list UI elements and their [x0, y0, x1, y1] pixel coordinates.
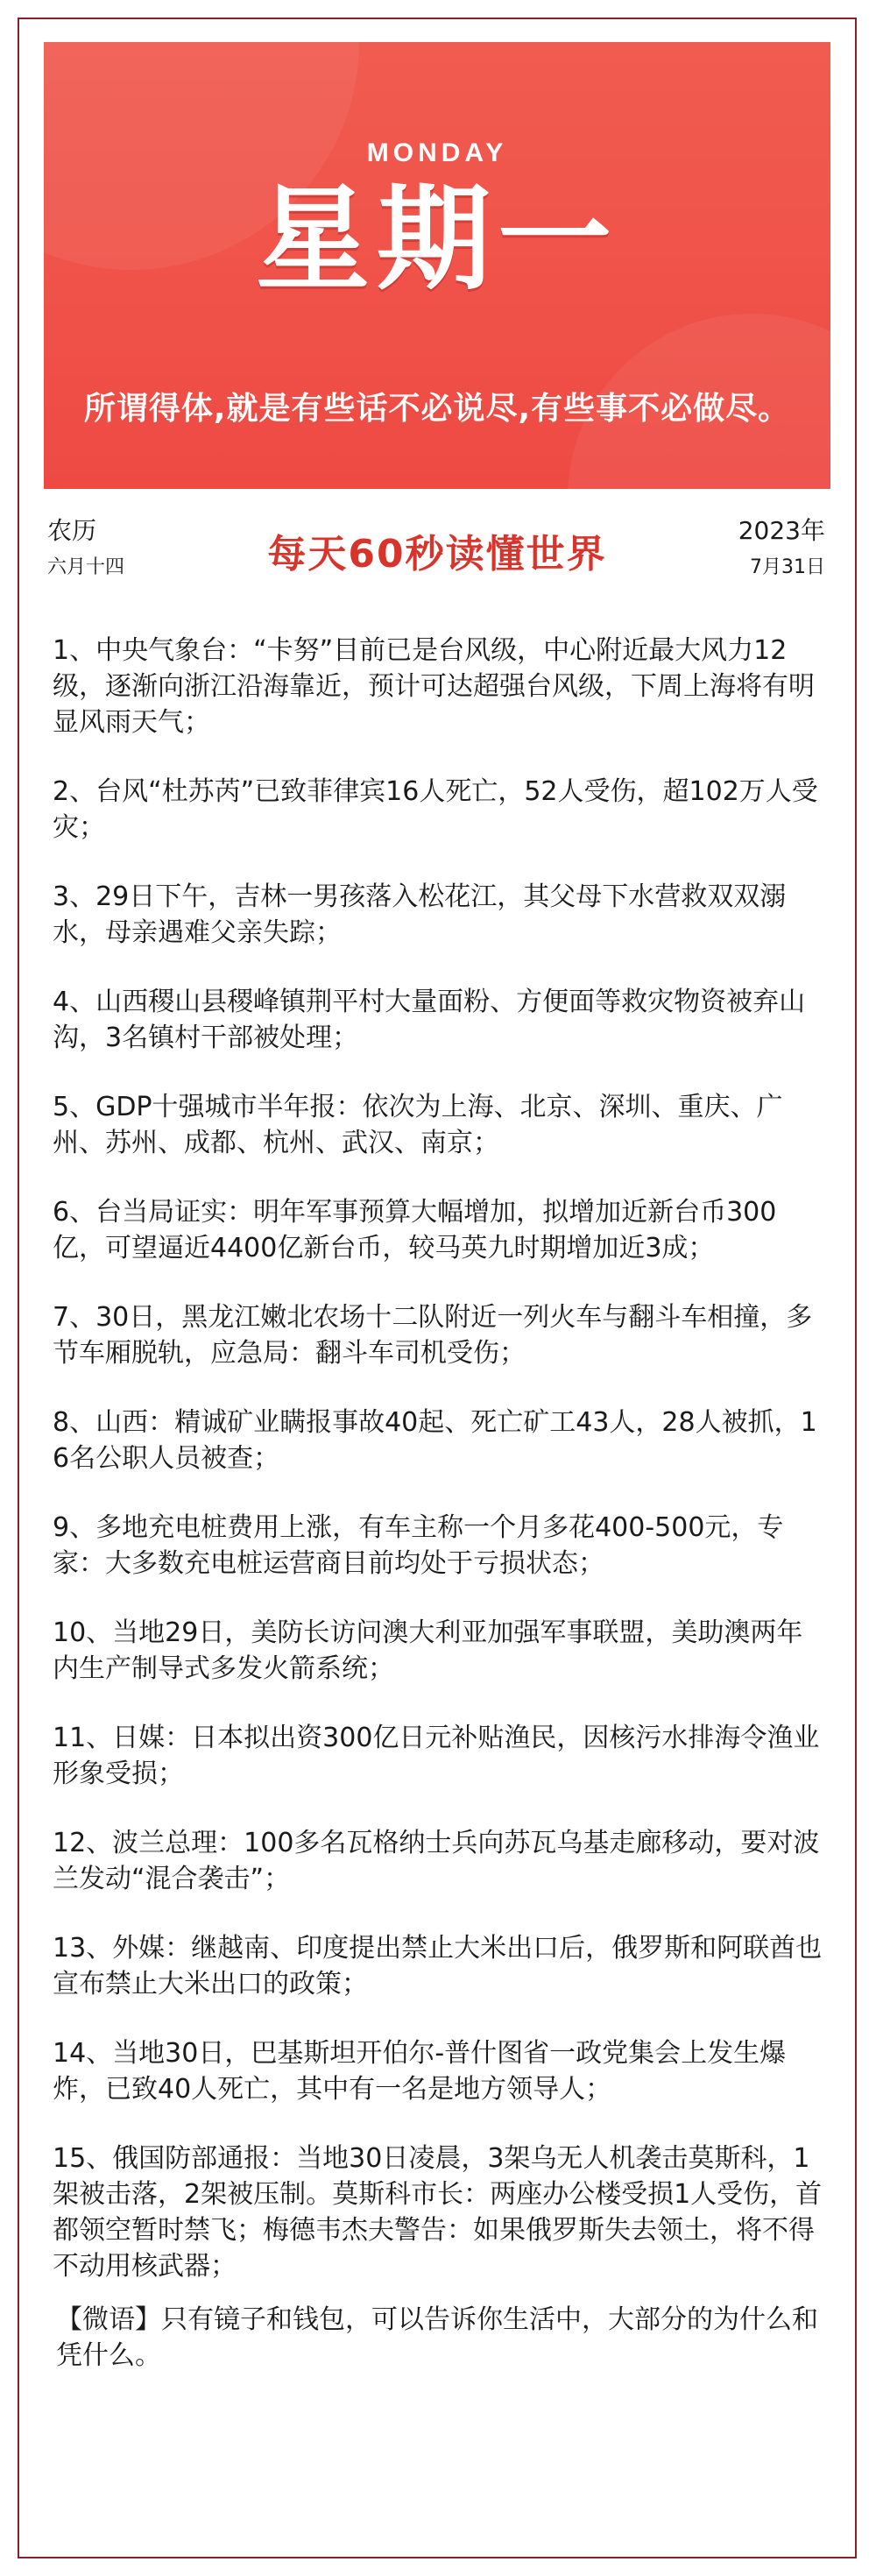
- weekday-chinese: 星期一: [255, 172, 618, 306]
- news-item: 14、当地30日，巴基斯坦开伯尔-普什图省一政党集会上发生爆炸，已致40人死亡，其中有一名是地方领导人；: [53, 2038, 787, 2105]
- header-banner: [44, 42, 830, 489]
- month-day-label: 7月31日: [750, 556, 825, 578]
- year-label: 2023年: [738, 516, 825, 545]
- news-item: 10、当地29日，美防长访问澳大利亚加强军事联盟，美助澳两年内生产制导式多发火箭系统；: [53, 1617, 803, 1684]
- daily-quote: 【微语】只有镜子和钱包，可以告诉你生活中，大部分的为什么和凭什么。: [56, 2304, 818, 2371]
- news-item: 8、山西：精诚矿业瞒报事故40起、死亡矿工43人，28人被抓，16名公职人员被查；: [53, 1407, 817, 1474]
- news-item: 7、30日，黑龙江嫩北农场十二队附近一列火车与翻斗车相撞，多节车厢脱轨，应急局：翻斗车司机受伤；: [53, 1302, 813, 1369]
- news-item: 2、台风“杜苏芮”已致菲律宾16人死亡，52人受伤，超102万人受灾；: [53, 776, 818, 843]
- news-item: 11、日媒：日本拟出资300亿日元补贴渔民，因核污水排海令渔业形象受损；: [53, 1723, 820, 1789]
- date-row: [44, 498, 830, 594]
- news-item: 3、29日下午，吉林一男孩落入松花江，其父母下水营救双双溺水，母亲遇难父亲失踪；: [53, 881, 787, 948]
- headline-title: 每天60秒读懂世界: [267, 532, 607, 577]
- news-item: 9、多地充电桩费用上涨，有车主称一个月多花400-500元，专家：大多数充电桩运营商目前均处于亏损状态；: [53, 1512, 784, 1579]
- news-item: 12、波兰总理：100多名瓦格纳士兵向苏瓦乌基走廊移动，要对波兰发动“混合袭击”；: [53, 1828, 820, 1894]
- lunar-label: 农历: [47, 516, 97, 545]
- weekday-english: MONDAY: [366, 138, 508, 167]
- news-item: 4、山西稷山县稷峰镇荆平村大量面粉、方便面等救灾物资被弃山沟，3名镇村干部被处理；: [53, 987, 806, 1053]
- news-item: 13、外媒：继越南、印度提出禁止大米出口后，俄罗斯和阿联酋也宣布禁止大米出口的政策；: [53, 1933, 823, 1999]
- lunar-date: 六月十四: [47, 556, 125, 578]
- news-item: 5、GDP十强城市半年报：依次为上海、北京、深圳、重庆、广州、苏州、成都、杭州、武汉、南京；: [53, 1092, 783, 1158]
- daily-motto: 所谓得体,就是有些话不必说尽,有些事不必做尽。: [83, 391, 791, 427]
- news-item: 1、中央气象台：“卡努”目前已是台风级，中心附近最大风力12级，逐渐向浙江沿海靠近，预计可达超强台风级，下周上海将有明显风雨天气；: [53, 635, 815, 738]
- news-item: 15、俄国防部通报：当地30日凌晨，3架乌无人机袭击莫斯科，1架被击落，2架被压制。莫斯科市长：两座办公楼受损1人受伤，首都领空暂时禁飞；梅德韦杰夫警告：如果俄罗斯失去领土，将不得不动用核武器；: [53, 2143, 823, 2282]
- news-list: [53, 633, 823, 2400]
- news-item: 6、台当局证实：明年军事预算大幅增加，拟增加近新台币300亿，可望逼近4400亿新台币，较马英九时期增加近3成；: [53, 1197, 777, 1263]
